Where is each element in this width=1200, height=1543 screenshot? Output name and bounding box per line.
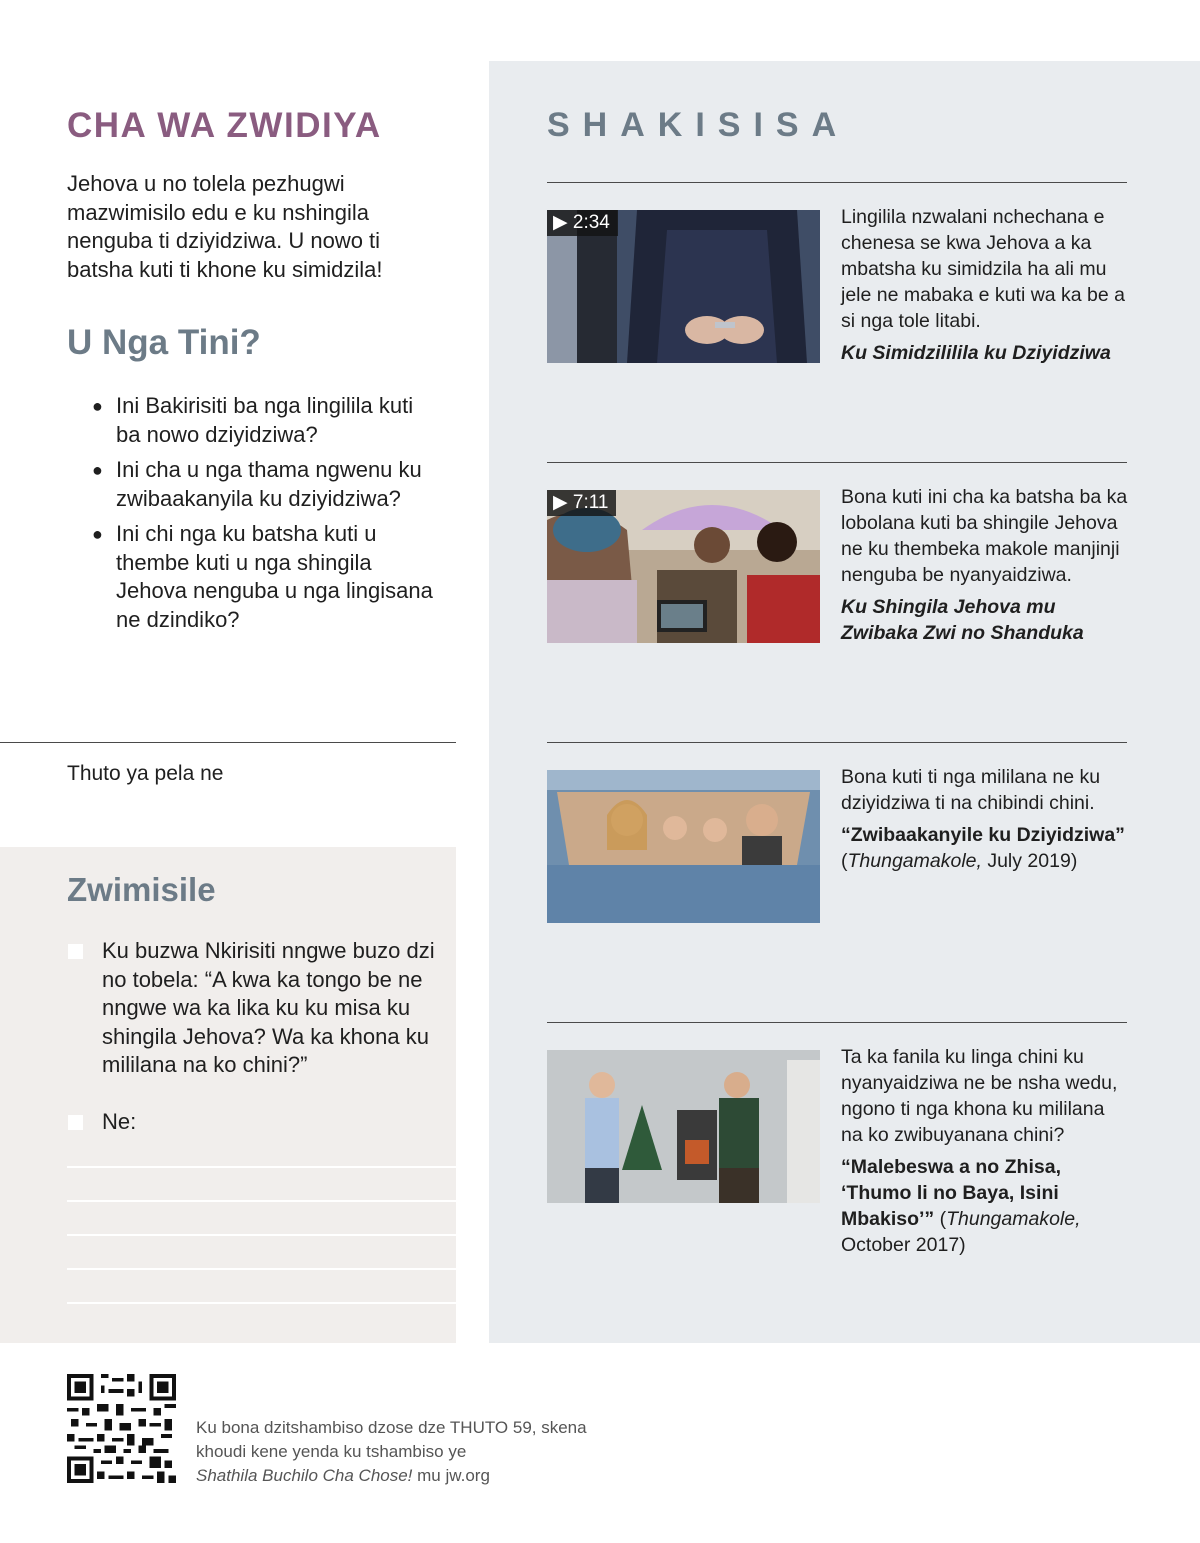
publication-date: July 2019) bbox=[981, 850, 1078, 872]
prepared-label: Thuto ya pela ne bbox=[67, 762, 224, 785]
bullet-icon: ● bbox=[92, 524, 103, 544]
article-reference[interactable]: “Zwibaakanyile ku Dziyidziwa” (Thungamakole, July 2019) bbox=[841, 824, 1125, 872]
explore-heading: SHAKISISA bbox=[547, 106, 850, 144]
explore-description: Lingilila nzwalani nchechana e chenesa se kwa Jehova a ka mbatsha ku simidzila ha ali mu jele ne mabaka e kuti wa ka be a si nga tole litabi. bbox=[841, 206, 1126, 332]
article-image bbox=[547, 770, 820, 923]
review-question bbox=[92, 520, 442, 634]
section-divider bbox=[0, 742, 456, 743]
review-question bbox=[92, 456, 442, 513]
explore-description: Bona kuti ti nga mililana ne ku dziyidziwa ti na chibindi chini. bbox=[841, 766, 1101, 814]
review-heading: U Nga Tini? bbox=[67, 323, 261, 362]
publication-date: October 2017) bbox=[841, 1234, 966, 1256]
review-question bbox=[92, 392, 442, 449]
video-duration: ▶ 2:34 bbox=[547, 210, 618, 236]
explore-item-article-2 bbox=[547, 1022, 1127, 1282]
explore-item-video-1 bbox=[547, 182, 1127, 442]
family-in-car-image bbox=[547, 770, 820, 923]
qr-code-icon[interactable] bbox=[67, 1374, 176, 1483]
family-argument-image bbox=[547, 1050, 820, 1203]
website-link[interactable]: mu jw.org bbox=[412, 1466, 490, 1485]
writing-line[interactable] bbox=[67, 1166, 456, 1200]
writing-line[interactable] bbox=[67, 1302, 456, 1336]
writing-line[interactable] bbox=[67, 1234, 456, 1268]
publication-title: Shathila Buchilo Cha Chose! bbox=[196, 1466, 413, 1485]
article-image bbox=[547, 1050, 820, 1203]
explore-item-article-1 bbox=[547, 742, 1127, 1002]
writing-line[interactable] bbox=[67, 1200, 456, 1234]
video-thumbnail[interactable] bbox=[547, 490, 820, 643]
video-duration: ▶ 7:11 bbox=[547, 490, 616, 516]
explore-title-link[interactable]: Ku Shingila Jehova mu Zwibaka Zwi no Shanduka bbox=[841, 596, 1084, 644]
article-reference[interactable]: “Malebeswa a no Zhisa, ‘Thumo li no Baya, Isini Mbakiso’” (Thungamakole, October 2017) bbox=[841, 1156, 1081, 1256]
goal-item bbox=[68, 937, 438, 1080]
review-question-text: Ini cha u nga thama ngwenu ku zwibaakanyila ku dziyidziwa? bbox=[116, 457, 422, 511]
bullet-icon: ● bbox=[92, 460, 103, 480]
goals-heading: Zwimisile bbox=[67, 871, 216, 908]
review-question-text: Ini Bakirisiti ba nga lingilila kuti ba nowo dziyidziwa? bbox=[116, 393, 414, 447]
article-title: “Malebeswa a no Zhisa, ‘Thumo li no Baya, Isini Mbakiso’” bbox=[841, 1156, 1061, 1230]
publication-name: Thungamakole, bbox=[847, 850, 982, 872]
goal-text: Ne: bbox=[102, 1109, 137, 1134]
goal-checkbox[interactable] bbox=[68, 944, 83, 959]
writing-lines[interactable] bbox=[67, 1166, 456, 1336]
writing-line[interactable] bbox=[67, 1268, 456, 1302]
explore-description: Ta ka fanila ku linga chini ku nyanyaidziwa ne be nsha wedu, ngono ti nga khona ku mililana na ko zwibuyanana chini? bbox=[841, 1046, 1118, 1146]
review-question-list bbox=[92, 392, 442, 641]
publication-name: Thungamakole, bbox=[946, 1208, 1081, 1230]
explore-title-link[interactable]: Ku Simidzililila ku Dziyidziwa bbox=[841, 342, 1111, 364]
summary-text: Jehova u no tolela pezhugwi mazwimisilo edu e ku nshingila nenguba ti dziyidziwa. U nowo ti batsha kuti ti khone ku simidzila! bbox=[67, 171, 383, 282]
summary-heading: CHA WA ZWIDIYA bbox=[67, 106, 382, 145]
goal-checkbox[interactable] bbox=[68, 1115, 83, 1130]
review-question-text: Ini chi nga ku batsha kuti u thembe kuti u nga shingila Jehova nenguba u nga lingisana ne dzindiko? bbox=[116, 521, 433, 632]
footer-note: Ku bona dzitshambiso dzose dze THUTO 59, skena khoudi kene yenda ku tshambiso ye Shathila Buchilo Cha Chose! mu jw.org bbox=[196, 1418, 587, 1485]
goal-text: Ku buzwa Nkirisiti nngwe buzo dzi no tobela: “A kwa ka tongo be ne nngwe wa ka lika ku ku misa ku shingila Jehova? Wa ka khona ku mililana na ko chini?” bbox=[102, 938, 435, 1077]
goal-item bbox=[68, 1108, 438, 1137]
explore-item-video-2 bbox=[547, 462, 1127, 722]
video-thumbnail[interactable] bbox=[547, 210, 820, 363]
bullet-icon: ● bbox=[92, 396, 103, 416]
article-title: “Zwibaakanyile ku Dziyidziwa” bbox=[841, 824, 1125, 846]
explore-description: Bona kuti ini cha ka batsha ba ka lobolana kuti ba shingile Jehova ne ku thembeka makole manjinji nenguba be nyanyaidziwa. bbox=[841, 486, 1128, 586]
